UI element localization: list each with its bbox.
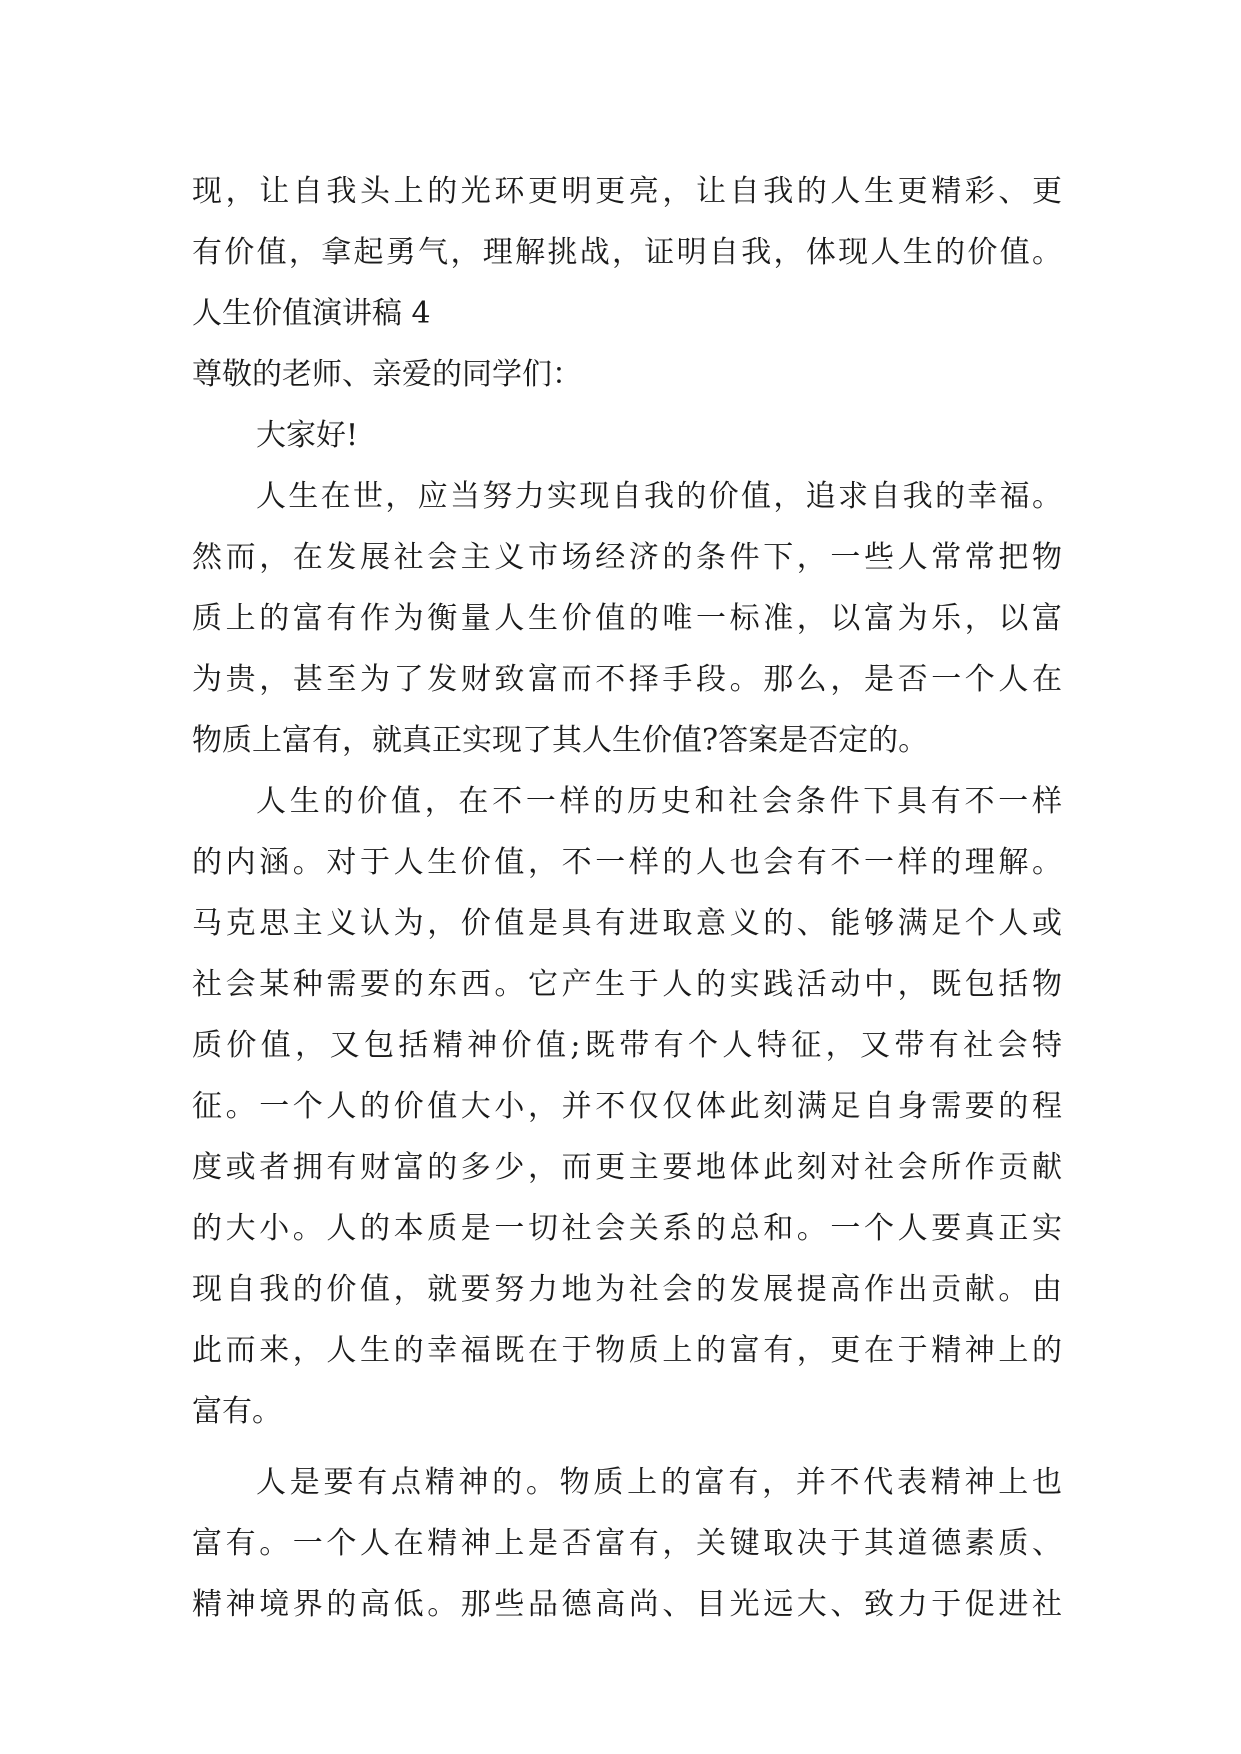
text-line: 人生在世，应当努力实现自我的价值，追求自我的幸福。 xyxy=(256,479,1062,514)
document-body xyxy=(192,161,1062,1635)
text-line: 马克思主义认为，价值是具有进取意义的、能够满足个人或 xyxy=(192,906,1062,941)
salutation: 尊敬的老师、亲爱的同学们： xyxy=(192,357,582,392)
text-line: 的大小。人的本质是一切社会关系的总和。一个人要真正实 xyxy=(192,1211,1062,1246)
text-line: 的内涵。对于人生价值，不一样的人也会有不一样的理解。 xyxy=(192,845,1062,880)
text-line: 有价值，拿起勇气，理解挑战，证明自我，体现人生的价值。 xyxy=(192,235,1062,270)
text-line: 质上的富有作为衡量人生价值的唯一标准，以富为乐，以富 xyxy=(192,601,1062,636)
text-line: 此而来，人生的幸福既在于物质上的富有，更在于精神上的 xyxy=(192,1333,1062,1368)
text-line: 现自我的价值，就要努力地为社会的发展提高作出贡献。由 xyxy=(192,1272,1062,1307)
text-line: 征。一个人的价值大小，并不仅仅体此刻满足自身需要的程 xyxy=(192,1089,1062,1124)
text-line: 度或者拥有财富的多少，而更主要地体此刻对社会所作贡献 xyxy=(192,1150,1062,1185)
text-line: 富有。一个人在精神上是否富有，关键取决于其道德素质、 xyxy=(192,1526,1062,1561)
text-line: 然而，在发展社会主义市场经济的条件下，一些人常常把物 xyxy=(192,540,1062,575)
section-heading: 人生价值演讲稿 4 xyxy=(192,296,431,331)
text-line: 社会某种需要的东西。它产生于人的实践活动中，既包括物 xyxy=(192,967,1062,1002)
greeting: 大家好! xyxy=(256,418,359,453)
text-line: 人生的价值，在不一样的历史和社会条件下具有不一样 xyxy=(256,784,1062,819)
text-line: 精神境界的高低。那些品德高尚、目光远大、致力于促进社 xyxy=(192,1587,1062,1622)
text-line: 现，让自我头上的光环更明更亮，让自我的人生更精彩、更 xyxy=(192,174,1062,209)
text-line: 富有。 xyxy=(192,1394,282,1429)
text-line: 质价值，又包括精神价值;既带有个人特征，又带有社会特 xyxy=(192,1028,1062,1063)
text-line: 人是要有点精神的。物质上的富有，并不代表精神上也 xyxy=(256,1465,1062,1500)
text-line: 为贵，甚至为了发财致富而不择手段。那么，是否一个人在 xyxy=(192,662,1062,697)
text-line: 物质上富有，就真正实现了其人生价值?答案是否定的。 xyxy=(192,723,929,758)
